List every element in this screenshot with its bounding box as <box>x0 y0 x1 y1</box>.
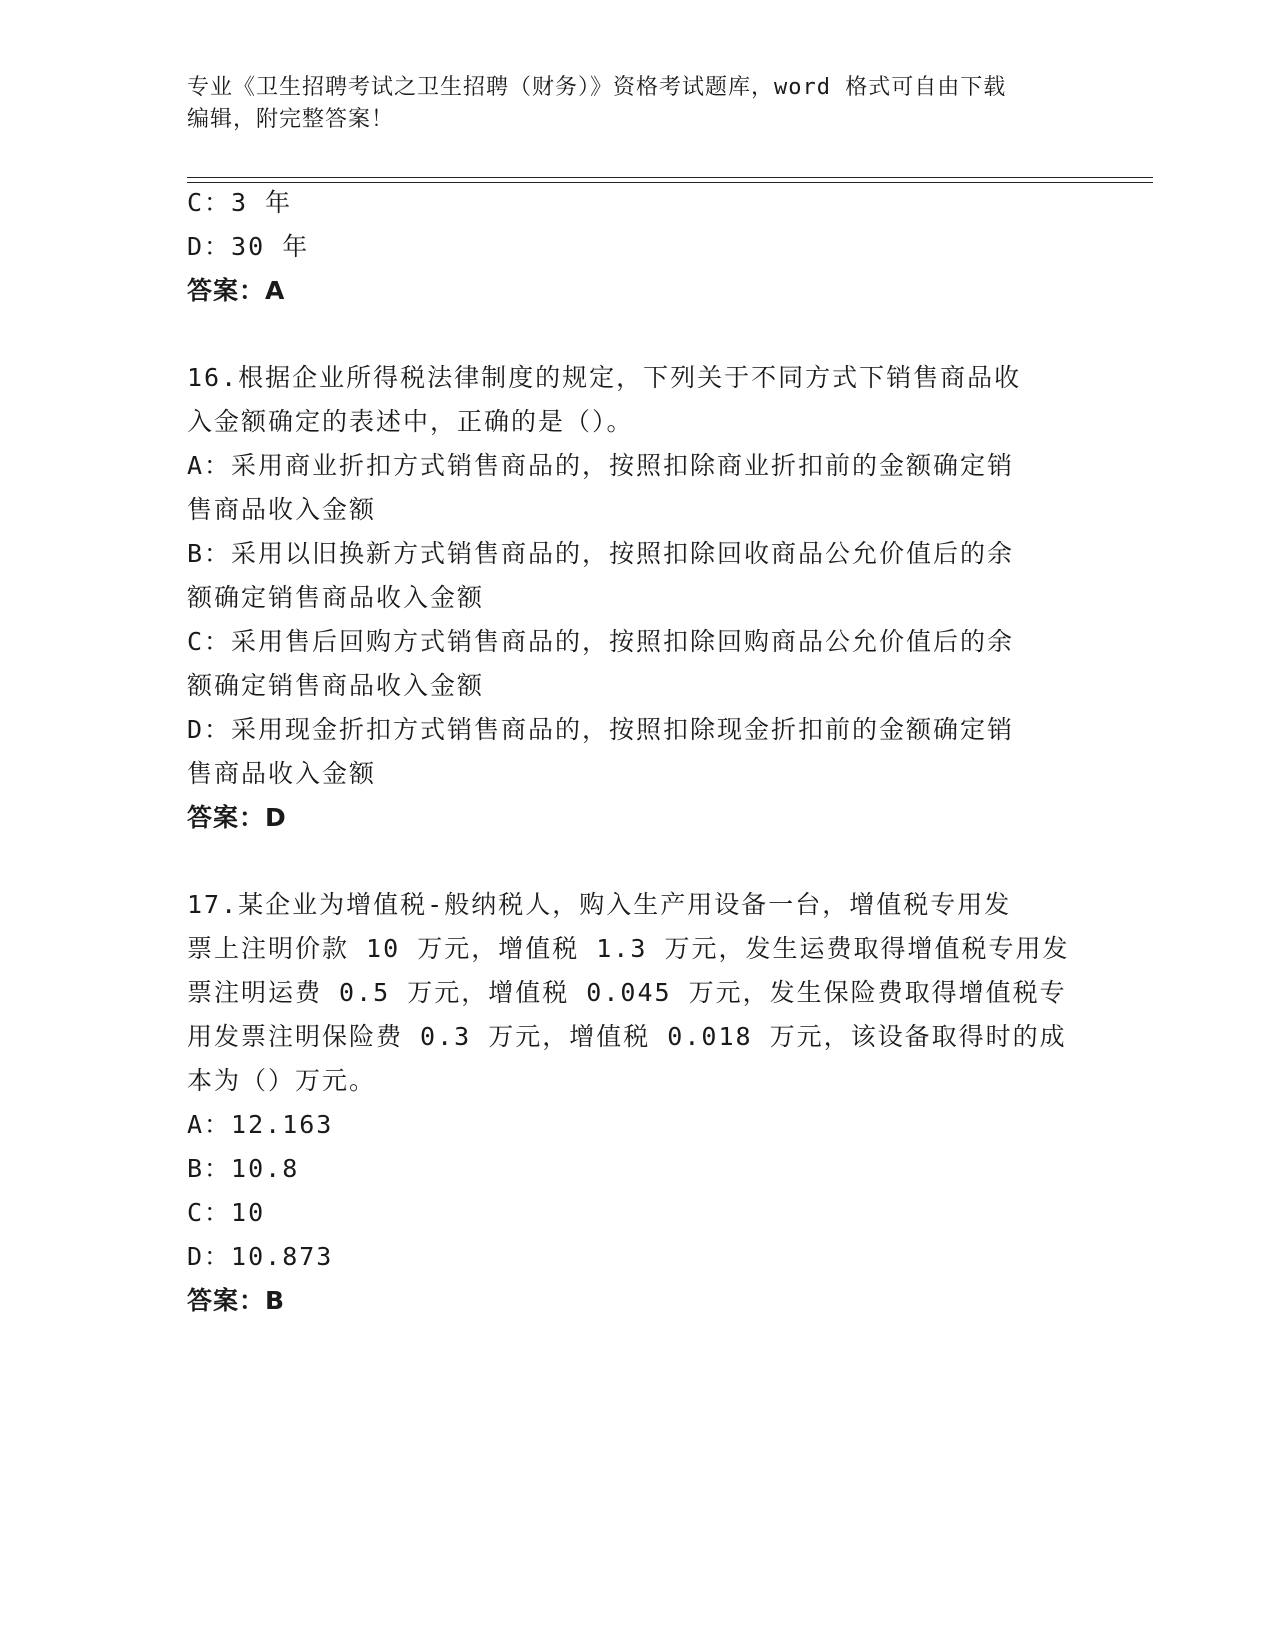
header-line-2: 编辑，附完整答案！ <box>187 107 395 132</box>
q16-option-d-line-2: 售商品收入金额 <box>187 759 377 788</box>
prev-option-d: D：30 年 <box>187 232 310 261</box>
q17-stem-line-3: 票注明运费 0.5 万元，增值税 0.045 万元，发生保险费取得增值税专 <box>187 978 1067 1007</box>
document-header <box>187 72 1087 136</box>
q17-option-d: D：10.873 <box>187 1242 334 1271</box>
q16-option-b-line-2: 额确定销售商品收入金额 <box>187 583 485 612</box>
prev-option-c: C：3 年 <box>187 188 293 217</box>
header-line-1: 专业《卫生招聘考试之卫生招聘（财务）》资格考试题库，word 格式可自由下载 <box>187 75 1007 100</box>
q17-stem-line-5: 本为（）万元。 <box>187 1066 377 1095</box>
q16-option-c-line-1: C：采用售后回购方式销售商品的，按照扣除回购商品公允价值后的余 <box>187 627 1015 656</box>
q16-option-a-line-1: A：采用商业折扣方式销售商品的，按照扣除商业折扣前的金额确定销 <box>187 451 1015 480</box>
q16-answer: 答案：D <box>187 803 287 832</box>
q16-stem-line-1: 16.根据企业所得税法律制度的规定，下列关于不同方式下销售商品收 <box>187 363 1022 392</box>
header-divider-top <box>187 177 1153 178</box>
q17-stem-line-4: 用发票注明保险费 0.3 万元，增值税 0.018 万元，该设备取得时的成 <box>187 1022 1067 1051</box>
prev-answer: 答案：A <box>187 276 286 305</box>
q17-answer: 答案：B <box>187 1286 286 1315</box>
q16-option-c-line-2: 额确定销售商品收入金额 <box>187 671 485 700</box>
q17-option-b: B：10.8 <box>187 1154 300 1183</box>
q17-option-a: A：12.163 <box>187 1110 334 1139</box>
q16-stem-line-2: 入金额确定的表述中，正确的是（）。 <box>187 407 634 436</box>
q16-option-a-line-2: 售商品收入金额 <box>187 495 377 524</box>
q17-stem-line-2: 票上注明价款 10 万元，增值税 1.3 万元，发生运费取得增值税专用发 <box>187 934 1070 963</box>
q16-option-b-line-1: B：采用以旧换新方式销售商品的，按照扣除回收商品公允价值后的余 <box>187 539 1015 568</box>
q17-stem-line-1: 17.某企业为增值税-般纳税人，购入生产用设备一台，增值税专用发 <box>187 890 1012 919</box>
q16-option-d-line-1: D：采用现金折扣方式销售商品的，按照扣除现金折扣前的金额确定销 <box>187 715 1015 744</box>
q17-option-c: C：10 <box>187 1198 266 1227</box>
header-divider-bottom <box>187 182 1153 183</box>
